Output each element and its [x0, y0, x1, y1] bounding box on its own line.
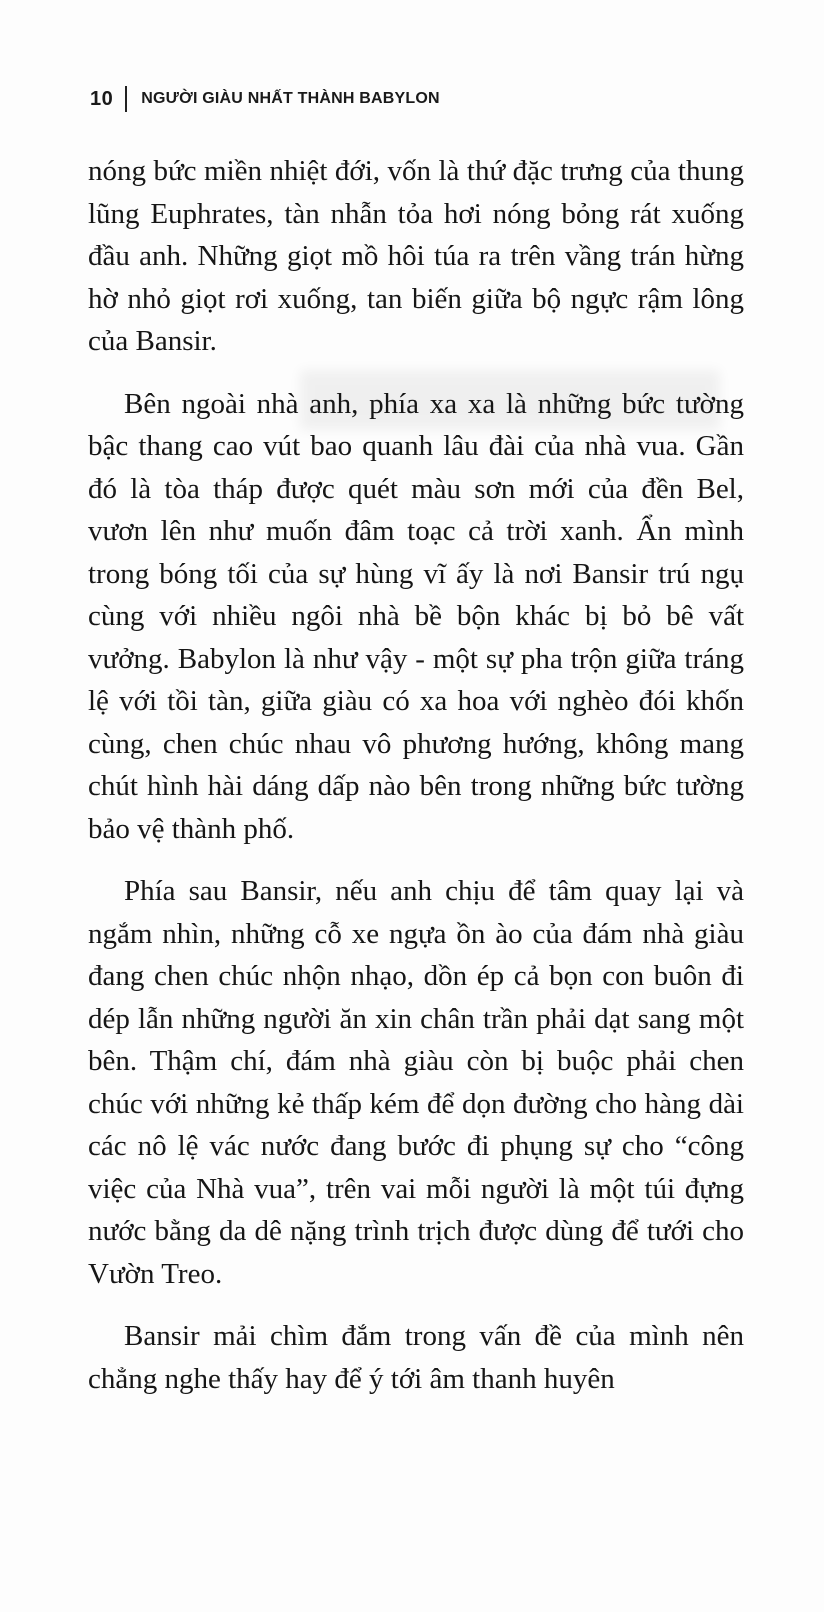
paragraph: Bansir mải chìm đắm trong vấn đề của mình nên chẳng nghe thấy hay để ý tới âm thanh huyên [88, 1320, 744, 1395]
paragraph: Phía sau Bansir, nếu anh chịu để tâm quay lại và ngắm nhìn, những cỗ xe ngựa ồn ào của đám nhà giàu đang chen chúc nhộn nhạo, dồn ép cả bọn con buôn đi dép lẫn những người ăn xin chân trần phải dạt sang một bên. Thậm chí, đám nhà giàu còn bị buộc phải chen chúc với những kẻ thấp kém để dọn đường cho hàng dài các nô lệ vác nước đang bước đi phụng sự cho “công việc của Nhà vua”, trên vai mỗi người là một túi đựng nước bằng da dê nặng trình trịch được dùng để tưới cho Vườn Treo. [88, 875, 744, 1290]
page-number: 10 [90, 87, 114, 110]
header-divider [125, 86, 127, 112]
book-title: NGƯỜI GIÀU NHẤT THÀNH BABYLON [141, 90, 440, 107]
running-head [90, 84, 440, 114]
paragraph-continued: nóng bức miền nhiệt đới, vốn là thứ đặc trưng của thung lũng Euphrates, tàn nhẫn tỏa hơi nóng bỏng rát xuống đầu anh. Những giọt mồ hôi túa ra trên vầng trán hừng hờ nhỏ giọt rơi xuống, tan biến giữa bộ ngực rậm lông của Bansir. [88, 155, 744, 357]
body-text [88, 150, 744, 1420]
paragraph: Bên ngoài nhà anh, phía xa xa là những bức tường bậc thang cao vút bao quanh lâu đài của nhà vua. Gần đó là tòa tháp được quét màu sơn mới của đền Bel, vươn lên như muốn đâm toạc cả trời xanh. Ẩn mình trong bóng tối của sự hùng vĩ ấy là nơi Bansir trú ngụ cùng với nhiều ngôi nhà bề bộn khác bị bỏ bê vất vưởng. Babylon là như vậy - một sự pha trộn giữa tráng lệ với tồi tàn, giữa giàu có xa hoa với nghèo đói khốn cùng, chen chúc nhau vô phương hướng, không mang chút hình hài dáng dấp nào bên trong những bức tường bảo vệ thành phố. [88, 387, 744, 845]
